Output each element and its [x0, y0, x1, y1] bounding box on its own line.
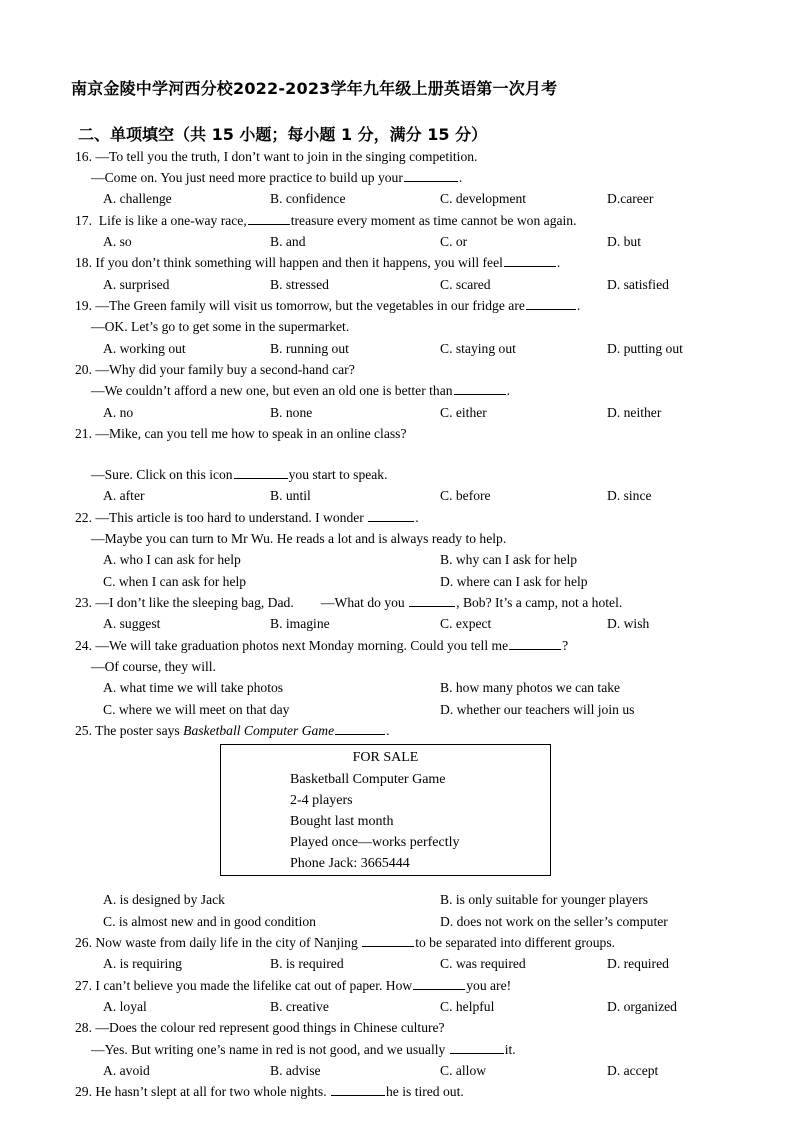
option-b[interactable]: B. none — [270, 405, 313, 420]
answer-blank[interactable] — [368, 509, 414, 522]
for-sale-poster — [220, 744, 551, 876]
option-c[interactable]: C. expect — [440, 616, 492, 631]
option-b[interactable]: B. until — [270, 488, 311, 503]
option-c[interactable]: C. helpful — [440, 999, 495, 1014]
poster-line: Played once—works perfectly — [290, 835, 460, 850]
option-a[interactable]: A. what time we will take photos — [103, 680, 284, 695]
question-16: 16. —To tell you the truth, I don’t want to join in the singing competition. — [75, 149, 478, 164]
poster-line: Bought last month — [290, 814, 394, 829]
option-c[interactable]: C. when I can ask for help — [103, 574, 247, 589]
option-b[interactable]: B. is required — [270, 956, 344, 971]
question-20: 20. —Why did your family buy a second-hand car? — [75, 362, 355, 377]
option-d[interactable]: D. organized — [607, 999, 677, 1014]
option-a[interactable]: A. who I can ask for help — [103, 552, 241, 567]
option-d[interactable]: D. accept — [607, 1063, 659, 1078]
answer-blank[interactable] — [362, 934, 414, 947]
option-d[interactable]: D. but — [607, 234, 641, 249]
answer-blank[interactable] — [504, 254, 556, 267]
poster-line: Phone Jack: 3665444 — [290, 856, 410, 871]
option-c[interactable]: C. development — [440, 191, 527, 206]
option-d[interactable]: D. whether our teachers will join us — [440, 702, 635, 717]
question-28-line-2: —Yes. But writing one’s name in red is not good, and we usually it. — [91, 1042, 516, 1057]
question-21-line-2: —Sure. Click on this icon you start to speak. — [91, 467, 388, 482]
option-b[interactable]: B. how many photos we can take — [440, 680, 621, 695]
answer-blank[interactable] — [404, 169, 458, 182]
poster-title: FOR SALE — [352, 750, 419, 765]
option-d[interactable]: D. where can I ask for help — [440, 574, 588, 589]
question-21: 21. —Mike, can you tell me how to speak in an online class? — [75, 426, 407, 441]
answer-blank[interactable] — [526, 297, 576, 310]
exam-title: 南京金陵中学河西分校2022-2023学年九年级上册英语第一次月考 — [71, 79, 558, 98]
answer-blank[interactable] — [509, 637, 561, 650]
option-d[interactable]: D. neither — [607, 405, 662, 420]
option-a[interactable]: A. is designed by Jack — [103, 892, 225, 907]
answer-blank[interactable] — [409, 594, 455, 607]
option-a[interactable]: A. working out — [103, 341, 186, 356]
option-a[interactable]: A. suggest — [103, 616, 161, 631]
option-b[interactable]: B. advise — [270, 1063, 321, 1078]
option-a[interactable]: A. no — [103, 405, 134, 420]
option-c[interactable]: C. scared — [440, 277, 491, 292]
option-a[interactable]: A. surprised — [103, 277, 170, 292]
option-b[interactable]: B. imagine — [270, 616, 330, 631]
answer-blank[interactable] — [331, 1083, 385, 1096]
question-20-line-2: —We couldn’t afford a new one, but even an old one is better than . — [91, 383, 510, 398]
answer-blank[interactable] — [450, 1041, 504, 1054]
question-23: 23. —I don’t like the sleeping bag, Dad. —What do you , Bob? It’s a camp, not a hotel. — [75, 595, 623, 610]
option-c[interactable]: C. allow — [440, 1063, 487, 1078]
option-c[interactable]: C. staying out — [440, 341, 516, 356]
question-22-line-2: —Maybe you can turn to Mr Wu. He reads a lot and is always ready to help. — [91, 531, 507, 546]
poster-line: Basketball Computer Game — [290, 772, 446, 787]
option-a[interactable]: A. so — [103, 234, 132, 249]
question-19: 19. —The Green family will visit us tomorrow, but the vegetables in our fridge are . — [75, 298, 581, 313]
option-d[interactable]: D. putting out — [607, 341, 683, 356]
question-29: 29. He hasn’t slept at all for two whole nights. he is tired out. — [75, 1084, 464, 1099]
option-b[interactable]: B. creative — [270, 999, 329, 1014]
option-b[interactable]: B. stressed — [270, 277, 329, 292]
option-b[interactable]: B. and — [270, 234, 306, 249]
option-d[interactable]: D. wish — [607, 616, 650, 631]
question-24: 24. —We will take graduation photos next Monday morning. Could you tell me ? — [75, 638, 569, 653]
option-a[interactable]: A. after — [103, 488, 145, 503]
question-25: 25. The poster says Basketball Computer Game . — [75, 723, 390, 738]
option-b[interactable]: B. running out — [270, 341, 349, 356]
section-heading: 二、单项填空（共 15 小题；每小题 1 分，满分 15 分） — [78, 125, 488, 144]
option-c[interactable]: C. is almost new and in good condition — [103, 914, 316, 929]
option-b[interactable]: B. is only suitable for younger players — [440, 892, 649, 907]
answer-blank[interactable] — [248, 212, 290, 225]
option-c[interactable]: C. either — [440, 405, 487, 420]
option-d[interactable]: D. does not work on the seller’s computer — [440, 914, 668, 929]
question-17: 17. Life is like a one-way race, treasure every moment as time cannot be won again. — [75, 213, 577, 228]
option-d[interactable]: D. required — [607, 956, 669, 971]
option-a[interactable]: A. loyal — [103, 999, 147, 1014]
question-22: 22. —This article is too hard to understand. I wonder . — [75, 510, 419, 525]
option-c[interactable]: C. where we will meet on that day — [103, 702, 290, 717]
answer-blank[interactable] — [335, 722, 385, 735]
option-b[interactable]: B. why can I ask for help — [440, 552, 578, 567]
question-24-line-2: —Of course, they will. — [91, 659, 216, 674]
answer-blank[interactable] — [454, 382, 506, 395]
option-a[interactable]: A. challenge — [103, 191, 172, 206]
question-16-line-2: —Come on. You just need more practice to build up your . — [91, 170, 463, 185]
option-d[interactable]: D. satisfied — [607, 277, 669, 292]
answer-blank[interactable] — [413, 977, 465, 990]
question-28: 28. —Does the colour red represent good things in Chinese culture? — [75, 1020, 445, 1035]
option-c[interactable]: C. before — [440, 488, 491, 503]
option-d[interactable]: D. since — [607, 488, 652, 503]
answer-blank[interactable] — [234, 466, 288, 479]
question-27: 27. I can’t believe you made the lifelike cat out of paper. How you are! — [75, 978, 512, 993]
question-26: 26. Now waste from daily life in the city of Nanjing to be separated into different groups. — [75, 935, 616, 950]
option-b[interactable]: B. confidence — [270, 191, 346, 206]
question-18: 18. If you don’t think something will happen and then it happens, you will feel . — [75, 255, 561, 270]
option-a[interactable]: A. is requiring — [103, 956, 182, 971]
option-c[interactable]: C. or — [440, 234, 468, 249]
poster-line: 2-4 players — [290, 793, 353, 808]
option-d[interactable]: D.career — [607, 191, 654, 206]
option-a[interactable]: A. avoid — [103, 1063, 150, 1078]
question-19-line-2: —OK. Let’s go to get some in the supermarket. — [91, 319, 350, 334]
option-c[interactable]: C. was required — [440, 956, 526, 971]
